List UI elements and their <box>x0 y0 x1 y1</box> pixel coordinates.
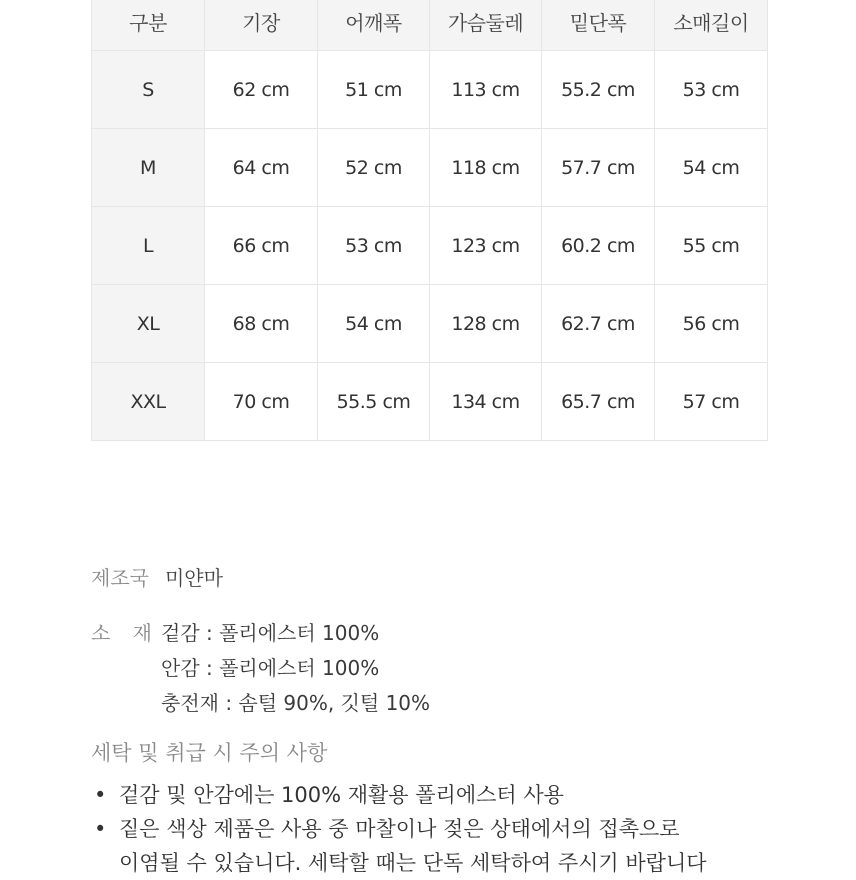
table-cell: 66 cm <box>205 207 318 285</box>
material-line: 겉감 : 폴리에스터 100% <box>161 621 380 645</box>
table-row <box>92 51 768 129</box>
table-cell: 123 cm <box>430 207 542 285</box>
table-cell: 70 cm <box>205 363 318 441</box>
table-row <box>92 363 768 441</box>
size-label: S <box>92 51 205 129</box>
table-cell: 55 cm <box>655 207 768 285</box>
table-cell: 54 cm <box>318 285 430 363</box>
material-label: 소 재 <box>91 621 160 645</box>
table-cell: 52 cm <box>318 129 430 207</box>
table-header-row <box>92 0 768 51</box>
table-cell: 64 cm <box>205 129 318 207</box>
table-cell: 53 cm <box>318 207 430 285</box>
care-item-text: 짙은 색상 제품은 사용 중 마찰이나 젖은 상태에서의 접촉으로 <box>119 817 680 841</box>
header-sleeve: 소매길이 <box>655 0 768 51</box>
header-length: 기장 <box>205 0 318 51</box>
table-cell: 55.2 cm <box>542 51 655 129</box>
list-item <box>91 812 707 846</box>
table-cell: 65.7 cm <box>542 363 655 441</box>
bullet-icon: • <box>94 817 107 841</box>
list-item <box>91 778 707 812</box>
table-row <box>92 129 768 207</box>
size-label: L <box>92 207 205 285</box>
header-size: 구분 <box>92 0 205 51</box>
table-cell: 68 cm <box>205 285 318 363</box>
care-instructions-title: 세탁 및 취급 시 주의 사항 <box>91 741 328 765</box>
table-cell: 54 cm <box>655 129 768 207</box>
care-item-text: 이염될 수 있습니다. 세탁할 때는 단독 세탁하여 주시기 바랍니다 <box>119 851 707 875</box>
care-instructions-list <box>91 778 707 880</box>
size-label: XXL <box>92 363 205 441</box>
table-row <box>92 207 768 285</box>
material-row <box>91 686 430 721</box>
table-cell: 56 cm <box>655 285 768 363</box>
table-cell: 134 cm <box>430 363 542 441</box>
material-row <box>91 616 430 651</box>
size-chart-table <box>91 0 768 441</box>
country-of-origin <box>91 562 223 591</box>
header-hem: 밑단폭 <box>542 0 655 51</box>
table-cell: 57 cm <box>655 363 768 441</box>
table-cell: 53 cm <box>655 51 768 129</box>
table-cell: 55.5 cm <box>318 363 430 441</box>
header-chest: 가슴둘레 <box>430 0 542 51</box>
header-shoulder: 어깨폭 <box>318 0 430 51</box>
table-cell: 118 cm <box>430 129 542 207</box>
material-line: 충전재 : 솜털 90%, 깃털 10% <box>161 691 431 715</box>
table-row <box>92 285 768 363</box>
origin-label: 제조국 <box>91 566 149 590</box>
material-info <box>91 616 430 721</box>
table-cell: 51 cm <box>318 51 430 129</box>
care-item-text: 겉감 및 안감에는 100% 재활용 폴리에스터 사용 <box>119 783 564 807</box>
table-cell: 62 cm <box>205 51 318 129</box>
list-item <box>91 846 707 880</box>
origin-value: 미얀마 <box>164 566 223 590</box>
material-line: 안감 : 폴리에스터 100% <box>161 656 380 680</box>
table-cell: 128 cm <box>430 285 542 363</box>
material-row <box>91 651 430 686</box>
table-cell: 113 cm <box>430 51 542 129</box>
table-cell: 57.7 cm <box>542 129 655 207</box>
bullet-icon: • <box>94 783 107 807</box>
size-label: M <box>92 129 205 207</box>
size-label: XL <box>92 285 205 363</box>
table-cell: 62.7 cm <box>542 285 655 363</box>
table-cell: 60.2 cm <box>542 207 655 285</box>
